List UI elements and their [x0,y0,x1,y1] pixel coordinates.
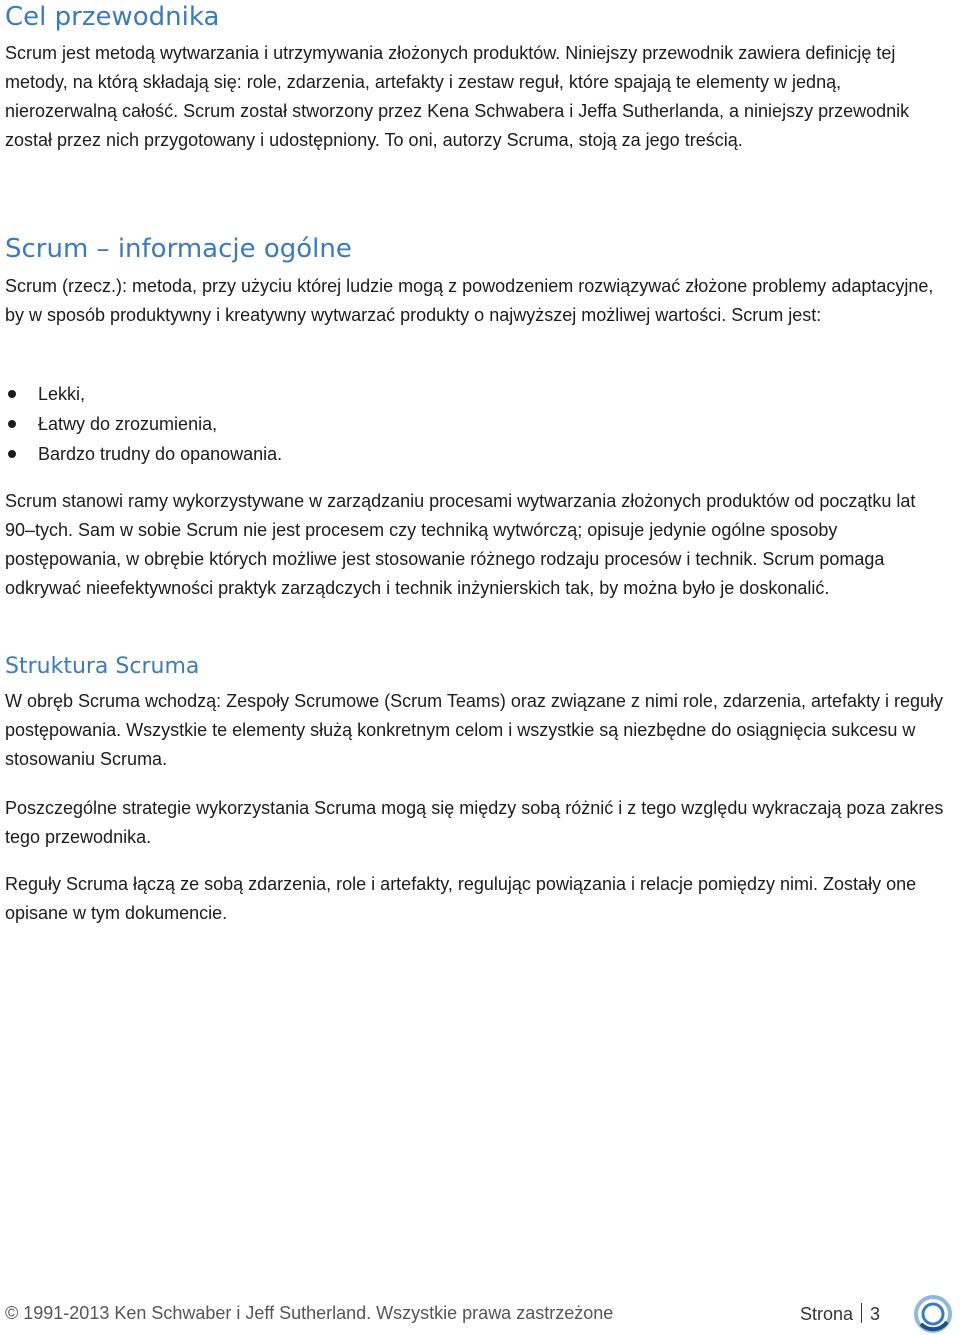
structure-paragraph-2: Poszczególne strategie wykorzystania Scruma mogą się między sobą różnić i z tego względu wykraczają poza zakres tego przewodnika. [5,798,944,847]
bullet-icon [8,390,16,398]
bullet-icon [8,420,16,428]
page-footer [5,1300,955,1332]
structure-paragraph-1: W obręb Scruma wchodzą: Zespoły Scrumowe (Scrum Teams) oraz związane z nimi role, zdarzenia, artefakty i reguły postępowania. Wszystkie te elementy służą konkretnym celom i wszystkie są niezbędne do osiągnięcia sukcesu w stosowaniu Scruma. [5,691,944,769]
list-item: Łatwy do zrozumienia, [5,409,282,439]
page-number [800,1303,880,1325]
page-number-value: 3 [870,1304,881,1324]
overview-bullet-list [5,379,282,469]
copyright-text: © 1991-2013 Ken Schwaber i Jeff Sutherland. Wszystkie prawa zastrzeżone [5,1303,614,1323]
structure-paragraph-3: Reguły Scruma łączą ze sobą zdarzenia, role i artefakty, regulując powiązania i relacje pomiędzy nimi. Zostały one opisane w tym dokumencie. [5,874,917,923]
goal-paragraph: Scrum jest metodą wytwarzania i utrzymywania złożonych produktów. Niniejszy przewodnik zawiera definicję tej metody, na którą składają się: role, zdarzenia, artefakty i zestaw reguł, które spajają te elementy w jedną, nierozerwalną całość. Scrum został stworzony przez Kena Schwabera i Jeffa Sutherlanda, a niniejszy przewodnik został przez nich przygotowany i udostępniony. To oni, autorzy Scruma, stoją za jego treścią. [5,43,910,150]
page-separator [861,1303,862,1323]
section-heading-structure: Struktura Scruma [5,654,200,679]
list-item: Lekki, [5,379,282,409]
list-item: Bardzo trudny do opanowania. [5,439,282,469]
overview-paragraph: Scrum (rzecz.): metoda, przy użyciu której ludzie mogą z powodzeniem rozwiązywać złożone problemy adaptacyjne, by w sposób produktywny i kreatywny wytwarzać produkty o najwyższej możliwej wartości. Scrum jest: [5,276,934,325]
bullet-icon [8,450,16,458]
page-label: Strona [800,1304,854,1324]
scrum-org-logo-icon [913,1294,953,1334]
section-heading-overview: Scrum – informacje ogólne [5,234,352,264]
section-heading-goal: Cel przewodnika [5,2,220,32]
overview-paragraph-2: Scrum stanowi ramy wykorzystywane w zarządzaniu procesami wytwarzania złożonych produktów od początku lat 90–tych. Sam w sobie Scrum nie jest procesem czy techniką wytwórczą; opisuje jedynie ogólne sposoby postępowania, w obrębie których możliwe jest stosowanie różnego rodzaju procesów i technik. Scrum pomaga odkrywać nieefektywności praktyk zarządczych i technik inżynierskich tak, by można było je doskonalić. [5,491,916,598]
